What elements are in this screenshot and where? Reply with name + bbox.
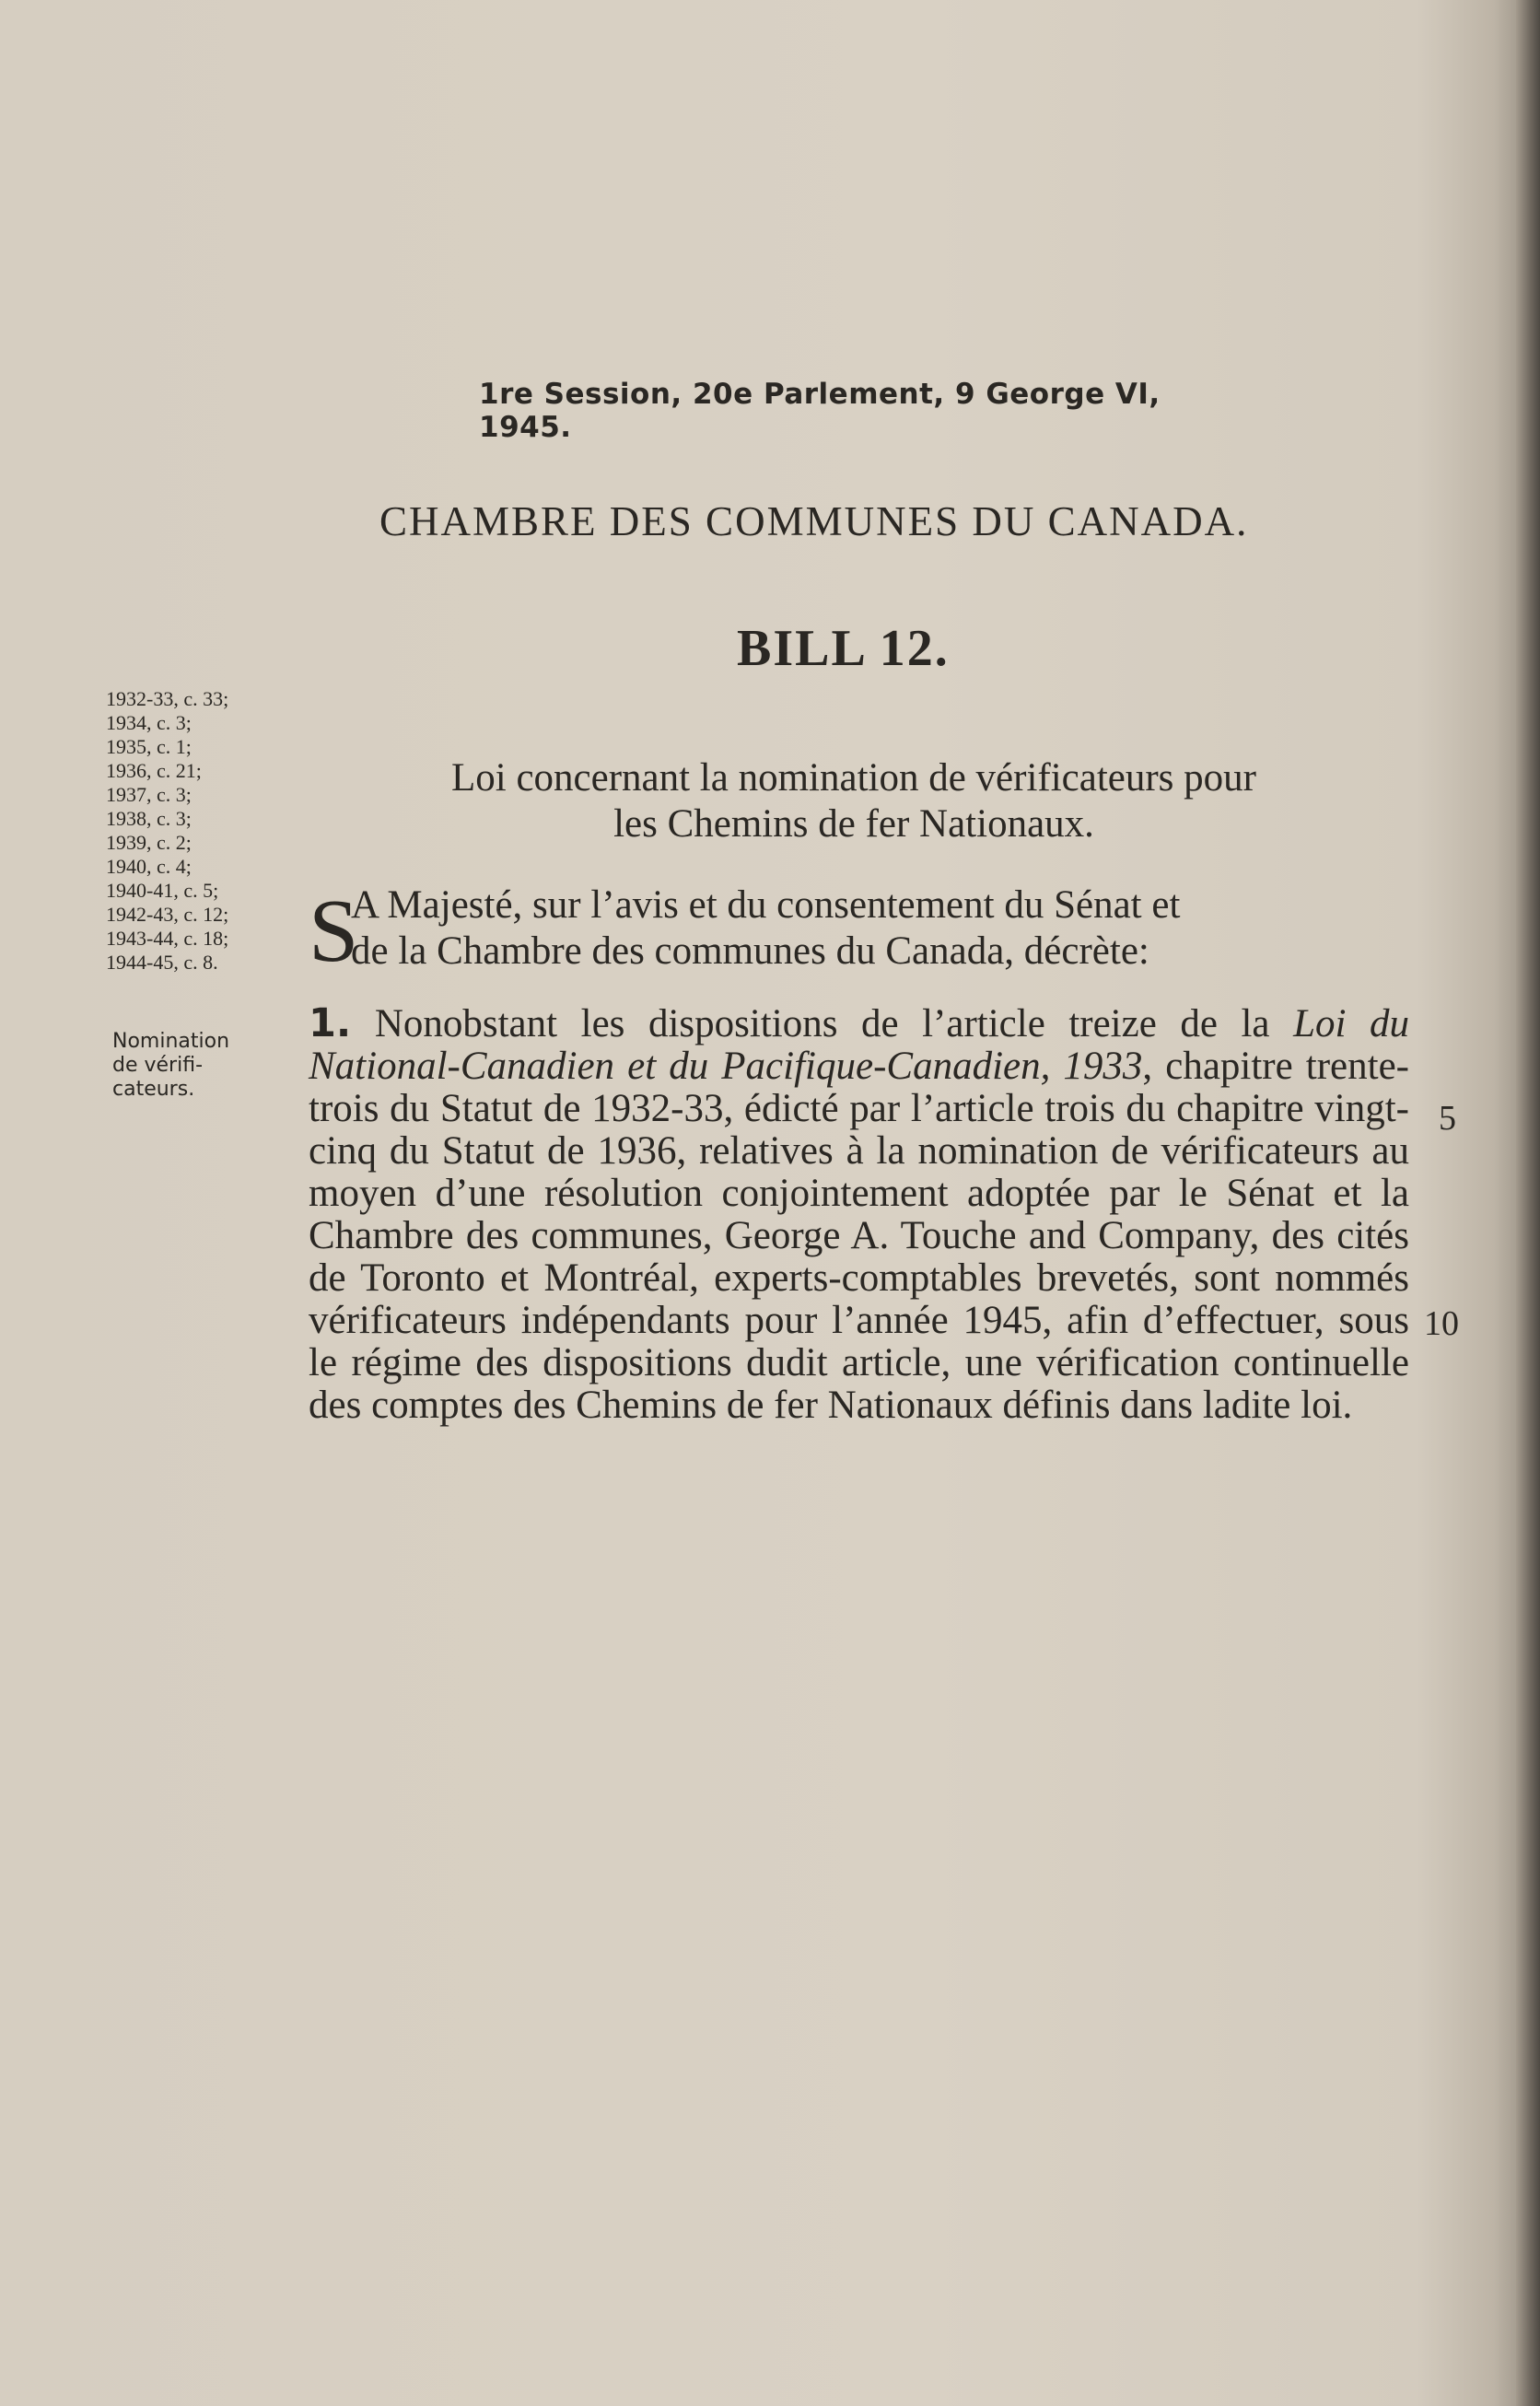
enacting-line-1: A Majesté, sur l’avis et du consentement du Sénat et — [351, 883, 1181, 927]
chamber-heading: CHAMBRE DES COMMUNES DU CANADA. — [379, 498, 1249, 544]
enacting-line-2: de la Chambre des communes du Canada, décrète: — [351, 929, 1149, 973]
marginal-note-line-1: Nomination — [112, 1030, 230, 1053]
statute-references — [106, 687, 318, 975]
session-line: 1re Session, 20e Parlement, 9 George VI, 1945. — [479, 378, 1161, 444]
line-number-5: 5 — [1439, 1099, 1456, 1138]
line-number-10: 10 — [1424, 1304, 1459, 1343]
statute-ref: 1940, c. 4; — [106, 855, 192, 878]
page-binding-edge — [1516, 0, 1540, 2406]
clause-1 — [309, 1002, 1409, 1427]
statute-ref: 1936, c. 21; — [106, 759, 202, 782]
statute-ref: 1935, c. 1; — [106, 735, 192, 758]
statute-ref: 1943-44, c. 18; — [106, 927, 229, 950]
marginal-note — [112, 1030, 297, 1102]
bill-title-line-1: Loi concernant la nomination de vérificateurs pour — [450, 756, 1256, 800]
statute-ref: 1937, c. 3; — [106, 783, 192, 806]
bill-title — [343, 755, 1365, 847]
enacting-clause — [309, 882, 1409, 981]
marginal-note-line-3: cateurs. — [112, 1078, 195, 1101]
marginal-note-line-2: de vérifi- — [112, 1054, 204, 1077]
statute-ref: 1944-45, c. 8. — [106, 951, 218, 974]
statute-ref: 1932-33, c. 33; — [106, 687, 229, 710]
statute-ref: 1940-41, c. 5; — [106, 879, 219, 902]
clause-text-b: , chapitre trente-trois du Statut de 1932-33, édicté par l’article trois du chapitre vingt-cinq du Statut de 1936, relatives à la nomination de vérificateurs au moyen d’une résolution conjointement adoptée par le Sénat et la Chambre des communes, George A. Touche and Company, des cités de Toronto et Montréal, experts-comptables brevetés, sont nommés vérificateurs indépendants pour l’année 1945, afin d’effectuer, sous le régime des dispositions dudit article, une vérification continuelle des comptes des Chemins de fer Nationaux définis dans ladite loi. — [309, 1045, 1409, 1427]
clause-number: 1. — [309, 1000, 352, 1046]
statute-ref: 1934, c. 3; — [106, 711, 192, 734]
statute-ref: 1942-43, c. 12; — [106, 903, 229, 926]
act-name: Loi du National-Canadien et du Pacifique-Canadien, 1933 — [309, 1002, 1409, 1088]
bill-title-line-2: les Chemins de fer Nationaux. — [613, 802, 1094, 846]
statute-ref: 1938, c. 3; — [106, 807, 192, 830]
clause-text-a: Nonobstant les dispositions de l’article treize de la — [351, 1002, 1294, 1045]
bill-number: BILL 12. — [737, 620, 950, 677]
statute-ref: 1939, c. 2; — [106, 831, 192, 854]
drop-cap: S — [309, 882, 359, 981]
